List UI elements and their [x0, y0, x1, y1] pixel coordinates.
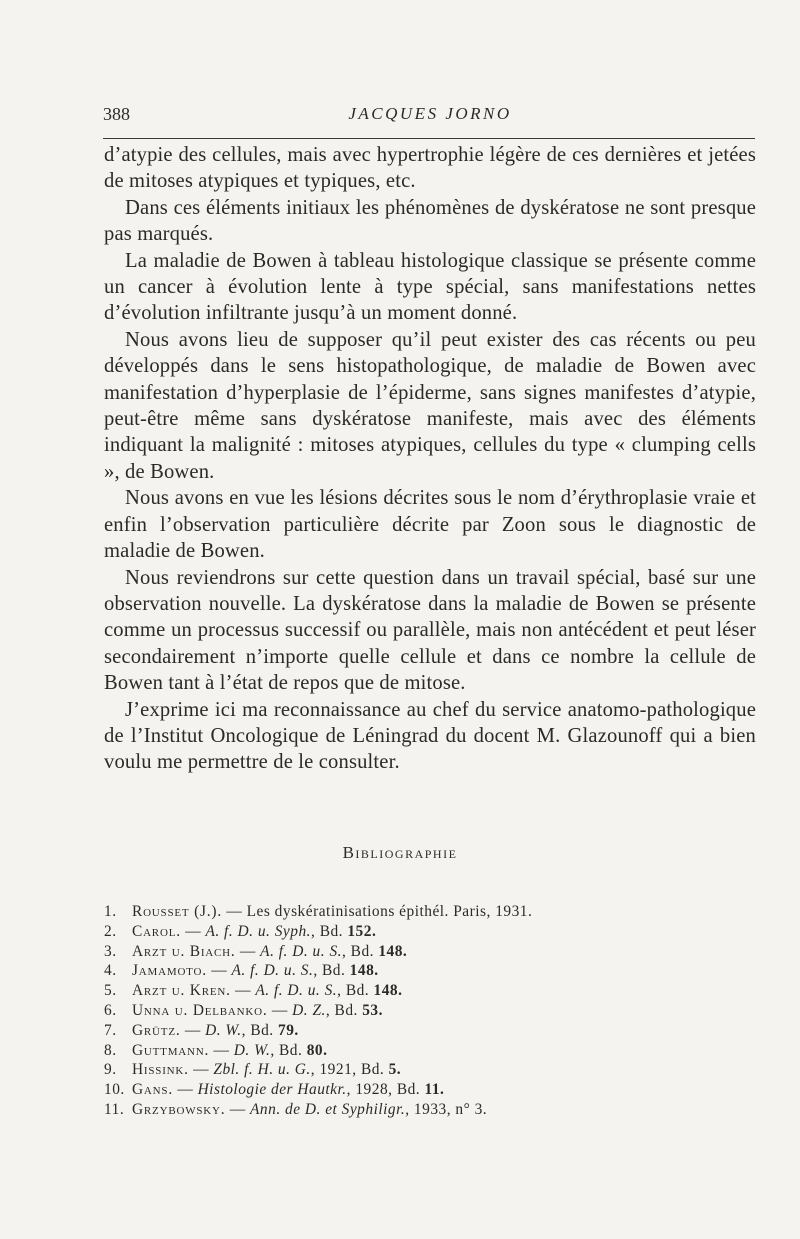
- entry-author: Jamamoto.: [132, 962, 207, 980]
- entry-volume: 148.: [378, 942, 408, 960]
- bibliography-entry: [104, 961, 744, 981]
- entry-details: , 1921, Bd.: [310, 1061, 389, 1079]
- entry-separator: —: [230, 982, 256, 1000]
- paragraph: d’atypie des cellules, mais avec hypertrophie légère de ces dernières et jetées de mitoses atypiques et typiques, etc.: [104, 144, 756, 193]
- entry-number: 5.: [104, 982, 117, 1000]
- body-text: [104, 142, 756, 776]
- entry-details: , Bd.: [325, 1001, 363, 1019]
- entry-details: , Bd.: [241, 1021, 279, 1039]
- running-title: JACQUES JORNO: [348, 104, 512, 123]
- entry-volume: 80.: [306, 1041, 328, 1059]
- entry-volume: 152.: [347, 922, 377, 940]
- entry-separator: —: [225, 1100, 251, 1118]
- entry-volume: 79.: [278, 1021, 299, 1039]
- entry-number: 7.: [104, 1021, 117, 1039]
- entry-number: 9.: [104, 1061, 117, 1079]
- bibliography-entry: [104, 922, 744, 942]
- entry-separator: —: [235, 942, 261, 960]
- entry-number: 10.: [104, 1081, 125, 1099]
- entry-separator: —: [172, 1081, 198, 1099]
- entry-number: 2.: [104, 922, 117, 940]
- entry-author: Hissink.: [132, 1061, 189, 1079]
- entry-details: , Bd.: [313, 962, 350, 980]
- paragraph: Nous avons en vue les lésions décrites sous le nom d’érythroplasie vraie et enfin l’observation particulière décrite par Zoon sous le diagnostic de maladie de Bowen.: [104, 487, 756, 563]
- entry-separator: —: [267, 1001, 293, 1019]
- entry-author: Grzybowsky.: [132, 1100, 226, 1118]
- entry-author: Carol.: [132, 922, 181, 940]
- entry-journal: D. Z.: [292, 1001, 326, 1019]
- entry-number: 11.: [104, 1100, 125, 1118]
- entry-separator: —: [206, 962, 232, 980]
- entry-author: Arzt u. Kren.: [132, 982, 231, 1000]
- entry-journal: D. W.: [233, 1041, 271, 1059]
- entry-number: 6.: [104, 1001, 117, 1019]
- paragraph: Nous reviendrons sur cette question dans un travail spécial, basé sur une observation nouvelle. La dyskératose dans la maladie de Bowen se présente comme un processus successif ou parallèle, mais non antécédent et peut léser secondairement n’importe quelle cellule et dans ce nombre la cellule de Bowen tant à l’état de repos que de mitose.: [104, 566, 756, 695]
- entry-separator: —: [222, 903, 247, 920]
- entry-author: Guttmann.: [132, 1041, 210, 1059]
- bibliography-entry: [104, 1041, 744, 1061]
- entry-title: Les dyskératinisations épithél. Paris, 1931.: [246, 903, 533, 920]
- bibliography-entry: [104, 942, 744, 962]
- entry-details: , 1933, n° 3.: [405, 1100, 488, 1118]
- entry-separator: —: [180, 1021, 206, 1039]
- entry-journal: Histologie der Hautkr.: [197, 1081, 347, 1099]
- entry-journal: Zbl. f. H. u. G.: [213, 1061, 311, 1079]
- entry-number: 4.: [104, 962, 117, 980]
- entry-separator: —: [188, 1061, 214, 1079]
- entry-journal: Ann. de D. et Syphiligr.: [250, 1100, 406, 1118]
- page-number: 388: [103, 104, 130, 124]
- bibliography-list: [104, 902, 744, 1120]
- bibliography-entry: [104, 1001, 744, 1021]
- entry-journal: A. f. D. u. Syph.: [205, 922, 311, 940]
- entry-number: 1.: [104, 903, 117, 920]
- bibliography-entry: [104, 1021, 744, 1041]
- paragraph: Nous avons lieu de supposer qu’il peut exister des cas récents ou peu développés dans le sens histopathologique, de maladie de Bowen avec manifestation d’hyperplasie de l’épiderme, sans signes manifestes d’atypie, peut-être même sans dyskératose manifeste, mais avec des éléments indiquant la malignité : mitoses atypiques, cellules du type « clumping cells », de Bowen.: [104, 328, 756, 483]
- page-header: [103, 104, 757, 128]
- entry-volume: 53.: [362, 1001, 383, 1019]
- entry-author: Unna u. Delbanko.: [132, 1001, 268, 1019]
- paragraph: La maladie de Bowen à tableau histologique classique se présente comme un cancer à évolution lente à type spécial, sans manifestations nettes d’évolution infiltrante jusqu’à un moment donné.: [104, 249, 756, 325]
- entry-volume: 148.: [349, 962, 379, 980]
- entry-separator: —: [209, 1041, 234, 1059]
- entry-journal: A. f. D. u. S.: [255, 982, 338, 1000]
- entry-details: , Bd.: [341, 942, 379, 960]
- bibliography-entry: [104, 1100, 744, 1120]
- entry-separator: —: [180, 922, 206, 940]
- entry-volume: 5.: [388, 1061, 402, 1079]
- entry-volume: 11.: [424, 1081, 445, 1099]
- entry-journal: A. f. D. u. S.: [231, 962, 314, 980]
- entry-details: , Bd.: [270, 1041, 307, 1059]
- bibliography-entry: [104, 1060, 744, 1080]
- entry-details: , Bd.: [311, 922, 348, 940]
- entry-author: Grütz.: [132, 1021, 181, 1039]
- entry-number: 3.: [104, 942, 117, 960]
- entry-number: 8.: [104, 1041, 117, 1059]
- entry-author: Arzt u. Biach.: [132, 942, 236, 960]
- entry-journal: A. f. D. u. S.: [260, 942, 342, 960]
- entry-journal: D. W.: [205, 1021, 242, 1039]
- entry-volume: 148.: [373, 982, 403, 1000]
- bibliography-entry: [104, 981, 744, 1001]
- paragraph: J’exprime ici ma reconnaissance au chef du service anatomo-pathologique de l’Institut Oncologique de Léningrad du docent M. Glazounoff qui a bien voulu me permettre de le consulter.: [104, 698, 756, 774]
- bibliography-entry: [104, 902, 744, 922]
- entry-author: Rousset (J.).: [132, 903, 223, 920]
- bibliography-heading: Bibliographie: [342, 843, 458, 862]
- header-rule: [103, 138, 755, 139]
- entry-details: , Bd.: [337, 982, 374, 1000]
- paragraph: Dans ces éléments initiaux les phénomènes de dyskératose ne sont presque pas marqués.: [104, 196, 756, 246]
- entry-author: Gans.: [132, 1081, 173, 1099]
- bibliography-entry: [104, 1080, 744, 1100]
- entry-details: , 1928, Bd.: [346, 1081, 425, 1099]
